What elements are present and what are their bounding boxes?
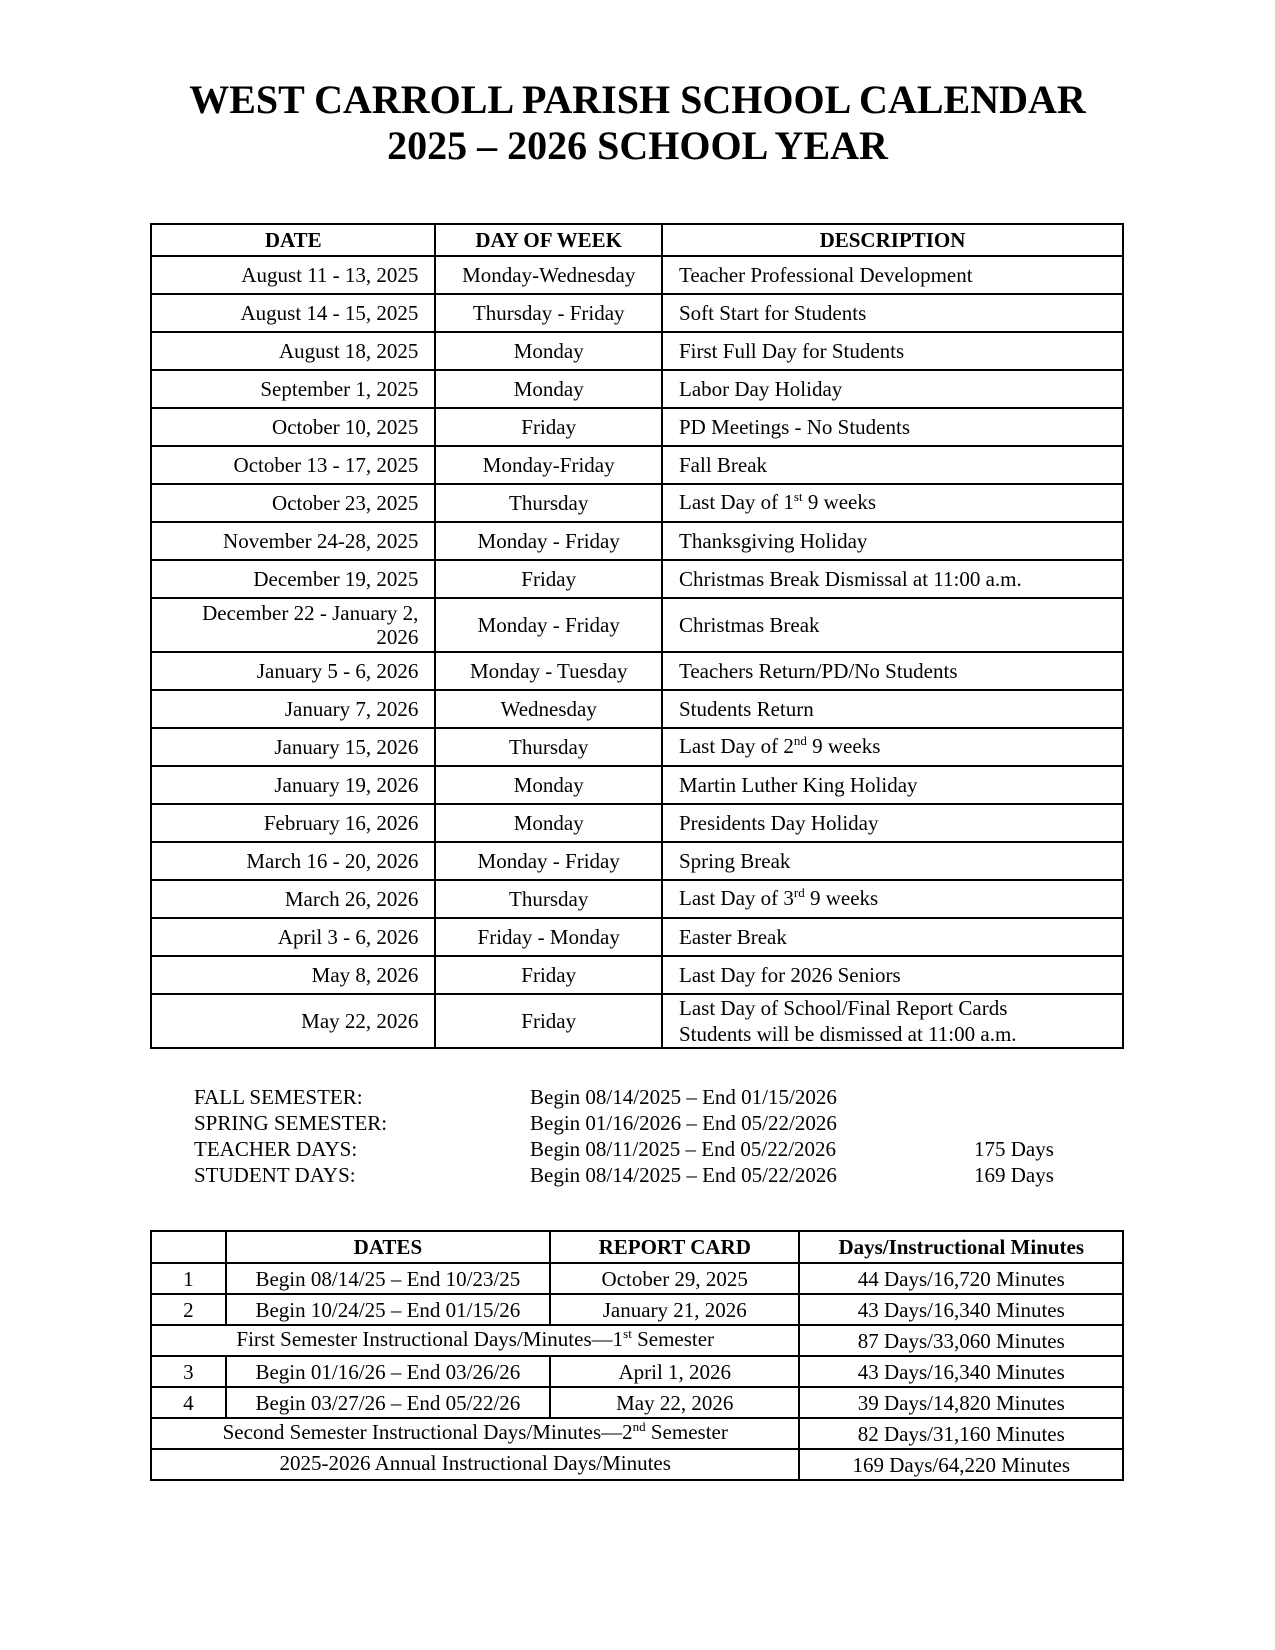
event-description: Last Day for 2026 Seniors xyxy=(662,956,1123,994)
summary-text: Second Semester Instructional Days/Minutes—2 xyxy=(222,1420,633,1444)
semester-range: Begin 08/14/2025 – End 01/15/2026 xyxy=(530,1085,837,1109)
event-day: Friday - Monday xyxy=(435,918,662,956)
summary-text: Semester xyxy=(645,1420,728,1444)
ordinal-suffix: nd xyxy=(632,1419,646,1434)
semester-days: 175 Days xyxy=(974,1137,1054,1161)
event-description xyxy=(662,880,1123,918)
table-row xyxy=(151,370,1123,408)
period-number: 2 xyxy=(151,1294,226,1325)
report-card-date: January 21, 2026 xyxy=(550,1294,799,1325)
event-day: Monday xyxy=(435,804,662,842)
event-date: September 1, 2025 xyxy=(151,370,435,408)
ordinal-suffix: st xyxy=(793,488,803,504)
description-text: 9 weeks xyxy=(802,489,877,514)
description-text: 9 weeks xyxy=(806,733,881,758)
table-row xyxy=(151,994,1123,1048)
event-description xyxy=(662,484,1123,522)
event-description: Teacher Professional Development xyxy=(662,256,1123,294)
table-row xyxy=(151,842,1123,880)
period-number: 4 xyxy=(151,1387,226,1418)
calendar-header-row xyxy=(151,224,1123,256)
event-date: October 23, 2025 xyxy=(151,484,435,522)
summary-label xyxy=(151,1418,799,1449)
event-description: Thanksgiving Holiday xyxy=(662,522,1123,560)
event-description: First Full Day for Students xyxy=(662,332,1123,370)
event-date: August 11 - 13, 2025 xyxy=(151,256,435,294)
event-date: April 3 - 6, 2026 xyxy=(151,918,435,956)
table-row xyxy=(151,294,1123,332)
event-day: Monday xyxy=(435,766,662,804)
semester-days: 169 Days xyxy=(974,1163,1054,1187)
semester-label: STUDENT DAYS: xyxy=(194,1163,356,1187)
event-date: October 13 - 17, 2025 xyxy=(151,446,435,484)
table-row xyxy=(151,560,1123,598)
event-date: January 15, 2026 xyxy=(151,728,435,766)
event-date: March 16 - 20, 2026 xyxy=(151,842,435,880)
event-day: Monday - Friday xyxy=(435,522,662,560)
summary-text: 2025-2026 Annual Instructional Days/Minutes xyxy=(279,1451,671,1475)
ordinal-suffix: st xyxy=(623,1326,632,1341)
description-line: Last Day of School/Final Report Cards xyxy=(679,996,1008,1020)
summary-text: First Semester Instructional Days/Minutes—1 xyxy=(236,1327,624,1351)
event-description: Teachers Return/PD/No Students xyxy=(662,652,1123,690)
summary-row xyxy=(151,1449,1123,1480)
table-row xyxy=(151,956,1123,994)
event-date: February 16, 2026 xyxy=(151,804,435,842)
table-row xyxy=(151,918,1123,956)
event-description: Presidents Day Holiday xyxy=(662,804,1123,842)
description-column-header: DESCRIPTION xyxy=(662,224,1123,256)
table-row xyxy=(151,522,1123,560)
report-card-column-header: REPORT CARD xyxy=(550,1231,799,1263)
table-row xyxy=(151,652,1123,690)
table-row xyxy=(151,1387,1123,1418)
summary-label xyxy=(151,1449,799,1480)
ordinal-suffix: rd xyxy=(793,884,805,900)
event-description: Labor Day Holiday xyxy=(662,370,1123,408)
instructional-minutes: 39 Days/14,820 Minutes xyxy=(799,1387,1123,1418)
table-row xyxy=(151,804,1123,842)
description-text: 9 weeks xyxy=(804,885,879,910)
period-column-header xyxy=(151,1231,226,1263)
event-day: Monday - Friday xyxy=(435,598,662,652)
event-description: Christmas Break xyxy=(662,598,1123,652)
table-row xyxy=(151,766,1123,804)
date-line: December 22 - January 2, xyxy=(202,601,419,625)
report-card-date: April 1, 2026 xyxy=(550,1356,799,1387)
event-day: Monday xyxy=(435,332,662,370)
event-date: November 24-28, 2025 xyxy=(151,522,435,560)
summary-row xyxy=(151,1325,1123,1356)
event-day: Friday xyxy=(435,408,662,446)
dates-column-header: DATES xyxy=(226,1231,550,1263)
summary-label xyxy=(151,1325,799,1356)
event-day: Monday xyxy=(435,370,662,408)
event-day: Thursday xyxy=(435,880,662,918)
description-text: Last Day of 2 xyxy=(679,733,794,758)
event-date: August 14 - 15, 2025 xyxy=(151,294,435,332)
description-text: Last Day of 3 xyxy=(679,885,794,910)
event-description xyxy=(662,728,1123,766)
period-number: 1 xyxy=(151,1263,226,1294)
instructional-minutes: 87 Days/33,060 Minutes xyxy=(799,1325,1123,1356)
table-row xyxy=(151,598,1123,652)
table-row xyxy=(151,1294,1123,1325)
event-date: January 5 - 6, 2026 xyxy=(151,652,435,690)
event-date: January 7, 2026 xyxy=(151,690,435,728)
instructional-minutes: 82 Days/31,160 Minutes xyxy=(799,1418,1123,1449)
table-row xyxy=(151,1263,1123,1294)
table-row xyxy=(151,1356,1123,1387)
report-card-date: May 22, 2026 xyxy=(550,1387,799,1418)
event-day: Thursday xyxy=(435,484,662,522)
report-card-date: October 29, 2025 xyxy=(550,1263,799,1294)
event-description: Students Return xyxy=(662,690,1123,728)
event-description: Spring Break xyxy=(662,842,1123,880)
event-day: Friday xyxy=(435,956,662,994)
event-day: Monday-Friday xyxy=(435,446,662,484)
instructional-minutes: 169 Days/64,220 Minutes xyxy=(799,1449,1123,1480)
page-subtitle: 2025 – 2026 SCHOOL YEAR xyxy=(387,123,888,168)
page-title: WEST CARROLL PARISH SCHOOL CALENDAR xyxy=(189,77,1086,122)
summary-text: Semester xyxy=(631,1327,715,1351)
semester-label: TEACHER DAYS: xyxy=(194,1137,358,1161)
event-date: August 18, 2025 xyxy=(151,332,435,370)
event-day: Monday - Friday xyxy=(435,842,662,880)
description-text: Last Day of 1 xyxy=(679,489,794,514)
event-day: Thursday - Friday xyxy=(435,294,662,332)
instructional-minutes: 43 Days/16,340 Minutes xyxy=(799,1356,1123,1387)
report-card-table xyxy=(150,1230,1124,1481)
report-card-header-row xyxy=(151,1231,1123,1263)
semester-label: SPRING SEMESTER: xyxy=(194,1111,388,1135)
instructional-minutes: 43 Days/16,340 Minutes xyxy=(799,1294,1123,1325)
event-day: Thursday xyxy=(435,728,662,766)
table-row xyxy=(151,880,1123,918)
event-description: Easter Break xyxy=(662,918,1123,956)
event-description: Soft Start for Students xyxy=(662,294,1123,332)
table-row xyxy=(151,484,1123,522)
ordinal-suffix: nd xyxy=(793,732,807,748)
period-dates: Begin 03/27/26 – End 05/22/26 xyxy=(226,1387,550,1418)
period-dates: Begin 10/24/25 – End 01/15/26 xyxy=(226,1294,550,1325)
event-date: March 26, 2026 xyxy=(151,880,435,918)
event-day: Friday xyxy=(435,994,662,1048)
table-row xyxy=(151,408,1123,446)
semester-range: Begin 08/11/2025 – End 05/22/2026 xyxy=(530,1137,837,1161)
event-date xyxy=(151,598,435,652)
period-dates: Begin 01/16/26 – End 03/26/26 xyxy=(226,1356,550,1387)
semester-range: Begin 08/14/2025 – End 05/22/2026 xyxy=(530,1163,837,1187)
event-day: Friday xyxy=(435,560,662,598)
instructional-minutes: 44 Days/16,720 Minutes xyxy=(799,1263,1123,1294)
date-column-header: DATE xyxy=(151,224,435,256)
semester-label: FALL SEMESTER: xyxy=(194,1085,363,1109)
calendar-table xyxy=(150,223,1124,1049)
event-day: Monday-Wednesday xyxy=(435,256,662,294)
semester-range: Begin 01/16/2026 – End 05/22/2026 xyxy=(530,1111,837,1135)
table-row xyxy=(151,446,1123,484)
event-description: PD Meetings - No Students xyxy=(662,408,1123,446)
event-date: January 19, 2026 xyxy=(151,766,435,804)
description-line: Students will be dismissed at 11:00 a.m. xyxy=(679,1022,1017,1046)
event-date: May 22, 2026 xyxy=(151,994,435,1048)
table-row xyxy=(151,728,1123,766)
event-date: December 19, 2025 xyxy=(151,560,435,598)
summary-row xyxy=(151,1418,1123,1449)
period-dates: Begin 08/14/25 – End 10/23/25 xyxy=(226,1263,550,1294)
event-description: Martin Luther King Holiday xyxy=(662,766,1123,804)
event-day: Wednesday xyxy=(435,690,662,728)
table-row xyxy=(151,332,1123,370)
date-line: 2026 xyxy=(376,625,419,649)
table-row xyxy=(151,690,1123,728)
table-row xyxy=(151,256,1123,294)
event-date: May 8, 2026 xyxy=(151,956,435,994)
event-description xyxy=(662,994,1123,1048)
event-description: Fall Break xyxy=(662,446,1123,484)
period-number: 3 xyxy=(151,1356,226,1387)
event-description: Christmas Break Dismissal at 11:00 a.m. xyxy=(662,560,1123,598)
event-day: Monday - Tuesday xyxy=(435,652,662,690)
event-date: October 10, 2025 xyxy=(151,408,435,446)
day-column-header: DAY OF WEEK xyxy=(435,224,662,256)
minutes-column-header: Days/Instructional Minutes xyxy=(799,1231,1123,1263)
